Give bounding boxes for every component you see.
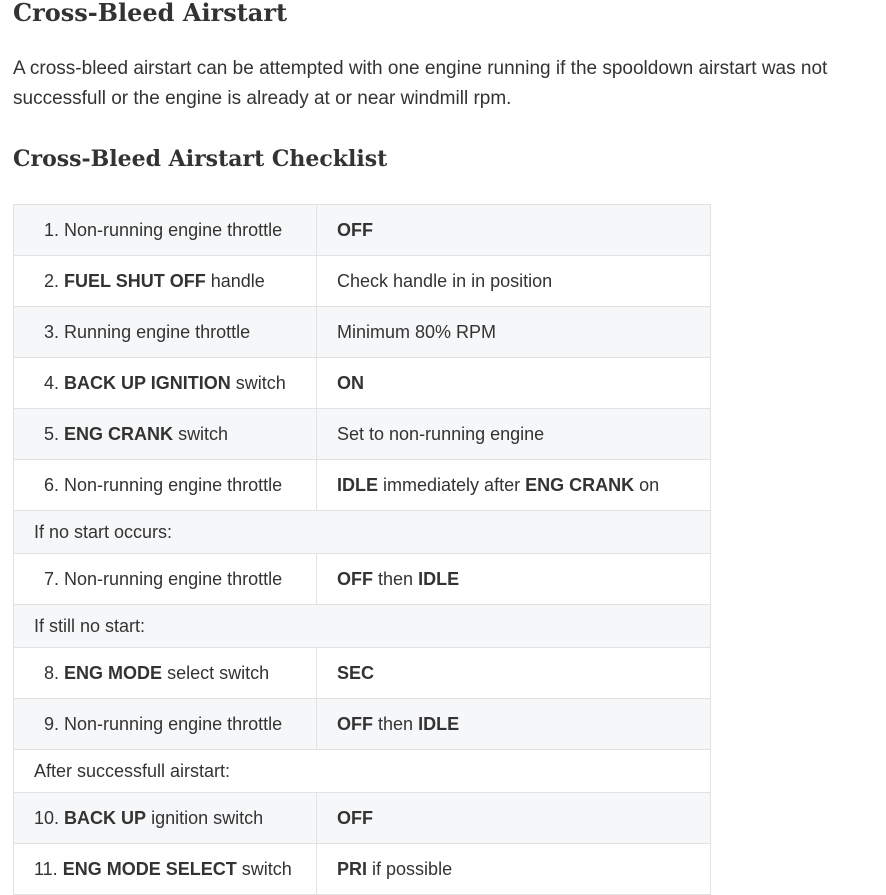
step-cell: [14, 460, 317, 511]
action-bold: OFF: [337, 219, 373, 240]
action-bold: IDLE: [337, 474, 379, 495]
action-cell: [317, 844, 711, 895]
action-cell: [317, 554, 711, 605]
step-number: 10.: [34, 807, 60, 828]
action-bold: ENG CRANK: [525, 474, 635, 495]
action-cell: [317, 460, 711, 511]
step-number: 3.: [44, 321, 60, 342]
table-row: [14, 793, 711, 844]
step-cell: [14, 554, 317, 605]
table-row: [14, 460, 711, 511]
table-row: [14, 750, 711, 793]
action-text: Check handle in in position: [337, 270, 553, 291]
action-bold: ON: [337, 372, 364, 393]
step-text: Non-running engine throttle: [64, 713, 283, 734]
step-text: Non-running engine throttle: [64, 568, 283, 589]
step-cell: [14, 844, 317, 895]
step-bold: FUEL SHUT OFF: [64, 270, 206, 291]
table-row: [14, 648, 711, 699]
step-number: 8.: [44, 662, 60, 683]
action-bold: IDLE: [418, 568, 460, 589]
step-cell: [14, 256, 317, 307]
step-cell: [14, 307, 317, 358]
step-number: 6.: [44, 474, 60, 495]
note-cell: After successfull airstart:: [14, 750, 711, 793]
page-title: Cross-Bleed Airstart: [13, 0, 288, 27]
table-row: [14, 409, 711, 460]
action-bold: OFF: [337, 568, 373, 589]
action-cell: [317, 358, 711, 409]
action-text: then: [378, 713, 414, 734]
step-number: 2.: [44, 270, 60, 291]
action-text: on: [639, 474, 660, 495]
action-cell: [317, 793, 711, 844]
step-number: 1.: [44, 219, 60, 240]
table-row: [14, 205, 711, 256]
action-cell: [317, 205, 711, 256]
step-bold: ENG MODE: [64, 662, 163, 683]
action-text: then: [378, 568, 414, 589]
action-bold: OFF: [337, 807, 373, 828]
step-text: switch: [178, 423, 229, 444]
table-row: [14, 358, 711, 409]
step-cell: [14, 205, 317, 256]
action-text: immediately after: [383, 474, 521, 495]
note-cell: If still no start:: [14, 605, 711, 648]
action-text: if possible: [372, 858, 453, 879]
action-bold: IDLE: [418, 713, 460, 734]
step-text: select switch: [167, 662, 270, 683]
step-cell: [14, 699, 317, 750]
step-text: ignition switch: [151, 807, 264, 828]
step-text: Non-running engine throttle: [64, 219, 283, 240]
intro-paragraph: A cross-bleed airstart can be attempted with one engine running if the spooldown airstart was not successfull or the engine is already at or near windmill rpm.: [13, 58, 828, 109]
step-number: 9.: [44, 713, 60, 734]
action-cell: [317, 256, 711, 307]
table-row: [14, 307, 711, 358]
action-bold: OFF: [337, 713, 373, 734]
action-cell: [317, 699, 711, 750]
table-row: [14, 605, 711, 648]
table-row: [14, 699, 711, 750]
table-row: [14, 511, 711, 554]
step-bold: ENG CRANK: [64, 423, 174, 444]
step-cell: [14, 793, 317, 844]
step-text: handle: [210, 270, 265, 291]
action-bold: SEC: [337, 662, 375, 683]
step-cell: [14, 358, 317, 409]
table-row: [14, 554, 711, 605]
table-row: [14, 844, 711, 895]
step-bold: ENG MODE SELECT: [62, 858, 237, 879]
step-number: 11.: [34, 858, 58, 879]
checklist-title: Cross-Bleed Airstart Checklist: [13, 146, 388, 172]
action-cell: [317, 307, 711, 358]
action-cell: [317, 409, 711, 460]
note-cell: If no start occurs:: [14, 511, 711, 554]
step-text: switch: [235, 372, 286, 393]
step-text: switch: [241, 858, 292, 879]
checklist-table: [13, 204, 711, 895]
step-bold: BACK UP: [64, 807, 147, 828]
step-number: 4.: [44, 372, 60, 393]
action-text: Set to non-running engine: [337, 423, 545, 444]
step-number: 7.: [44, 568, 60, 589]
step-text: Non-running engine throttle: [64, 474, 283, 495]
step-number: 5.: [44, 423, 60, 444]
action-cell: [317, 648, 711, 699]
step-text: Running engine throttle: [64, 321, 251, 342]
action-bold: PRI: [337, 858, 368, 879]
step-cell: [14, 409, 317, 460]
action-text: Minimum 80% RPM: [337, 321, 497, 342]
table-row: [14, 256, 711, 307]
step-cell: [14, 648, 317, 699]
step-bold: BACK UP IGNITION: [64, 372, 231, 393]
